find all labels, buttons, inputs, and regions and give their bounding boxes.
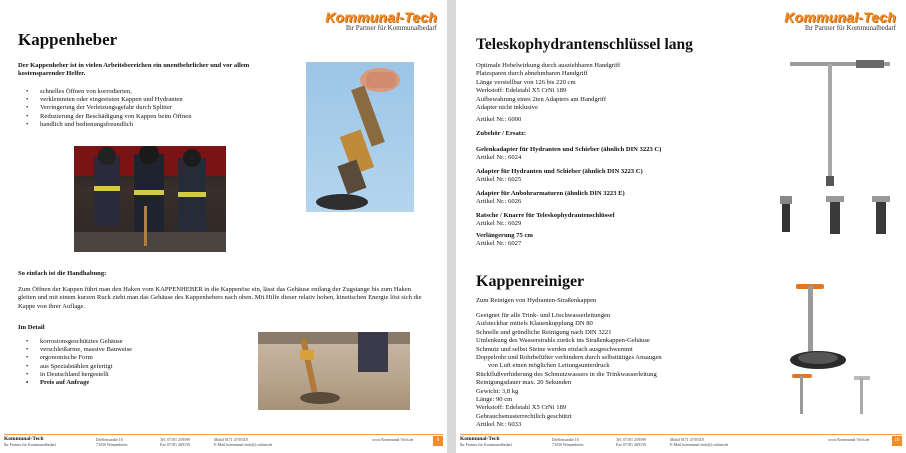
page-title-kappenreiniger: Kappenreiniger [476, 273, 585, 290]
accessory-name: Verlängerung 75 cm [476, 232, 533, 239]
accessory-item [476, 168, 776, 184]
footer-brand-sub: Ihr Partner für Kommunalbedarf [4, 442, 57, 447]
kappenreiniger-description [476, 312, 776, 430]
desc-line: von Luft einen möglichen Leitungsunterdruck [488, 362, 610, 370]
desc-line: Reinigungsdauer max. 20 Sekunden [476, 379, 572, 387]
page-right [456, 0, 906, 453]
page-left [0, 0, 447, 453]
footer-city: 73430 Winnenheim [96, 442, 128, 447]
footer-left [4, 434, 443, 447]
desc-line: Geeignet für alle Trink- und Löschwasserleitungen [476, 312, 611, 319]
accessory-name: Adapter für Hydranten und Schieber (ähnlich DIN 3223 C) [476, 168, 643, 175]
teleskop-description [476, 62, 766, 112]
accessory-item [476, 232, 776, 248]
list-item: • handlich und bedienungsfreundlich [18, 121, 288, 129]
footer-website[interactable]: www.Kommunal-Tech.de [372, 437, 414, 442]
brand-tagline: Ihr Partner für Kommunalbedarf [345, 24, 437, 32]
accessory-item [476, 190, 776, 206]
desc-line: Platzsparen durch abnehmbaren Handgriff [476, 70, 588, 78]
footer-email[interactable]: E-Mail kommunal-tech@t-online.de [670, 442, 729, 447]
desc-line: Artikel Nr.: 6033 [476, 421, 522, 429]
list-item: • verklemmten oder eingeeisten Kappen und Hydranten [18, 96, 288, 104]
main-article-number: Artikel Nr.: 6000 [476, 116, 522, 123]
list-item: • ergonomische Form [18, 354, 218, 362]
list-item: • schnelles Öffnen von korrodierten, [18, 88, 288, 96]
page-number: 9 [433, 436, 443, 446]
desc-line: Rückflußverhiderung des Schmutzwassers in die Trinkwasserleitung [476, 370, 657, 378]
page-title-kappenheber: Kappenheber [18, 30, 118, 49]
footer-email[interactable]: E-Mail kommunal-tech@t-online.de [214, 442, 273, 447]
kappenheber-product-photo [306, 62, 414, 212]
brand-name: Kommunal-Tech [325, 9, 437, 25]
street-usage-photo [258, 332, 410, 410]
desc-line: Werkstoff: Edelstahl X5 CrNi 189 [476, 404, 567, 412]
footer-city: 73430 Winnenheim [552, 442, 584, 447]
page-number: 10 [892, 436, 902, 446]
accessory-name: Ratsche / Knarre für Teleskophydrantenschlüssel [476, 212, 615, 219]
desc-line: Länge verstellbar von 126 bis 220 cm [476, 78, 576, 86]
brand-name: Kommunal-Tech [784, 9, 896, 25]
accessory-article: Artikel Nr.: 6025 [476, 176, 522, 183]
list-item: • Reduzierung der Beschädigung von Kappen beim Öffnen [18, 113, 288, 121]
accessory-article: Artikel Nr.: 6029 [476, 220, 522, 227]
brand-logo [784, 10, 896, 32]
footer-brand-sub: Ihr Partner für Kommunalbedarf [460, 442, 513, 447]
teleskop-key-photo [768, 56, 898, 246]
desc-line: Werkstoff: Edelstahl X5 CrNi 189 [476, 87, 567, 95]
accessory-item [476, 146, 776, 162]
accessory-name: Adapter für Anbohrarmaturen (ähnlich DIN 3223 E) [476, 190, 625, 197]
desc-line: Aufsteckbar mittels Klauenkupplung DN 80 [476, 320, 593, 328]
kappenreiniger-photo [768, 276, 898, 426]
accessory-name: Gelenkadapter für Hydranten und Schieber (ähnlich DIN 3223 C) [476, 146, 662, 153]
desc-line: Optimale Hebelwirkung durch ausziehbaren Handgriff [476, 62, 621, 69]
desc-line: Gewicht: 3,8 kg [476, 387, 519, 395]
list-item: • in Deutschland hergestellt [18, 371, 218, 379]
kappenreiniger-subtitle: Zum Reinigen von Hydranten-Straßenkappen [476, 297, 597, 304]
footer-brand: Kommunal-Tech [460, 436, 500, 442]
accessory-article: Artikel Nr.: 6026 [476, 198, 522, 205]
page-gutter [447, 0, 456, 453]
desc-line: Aufbewahrung eines 2ten Adapters am Handgriff [476, 95, 607, 103]
list-item: • aus Spezialstählen gefertigt [18, 363, 218, 371]
desc-line: Schnelle und gründliche Reinigung nach DIN 3221 [476, 328, 612, 336]
accessories-title: Zubehör / Ersatz: [476, 130, 527, 137]
firefighters-photo [74, 146, 226, 252]
desc-line: Schmutz und selbst Steine werden einfach ausgeschwemmt [476, 345, 633, 353]
footer-phone: Tel. 07181 259599 [616, 437, 647, 442]
desc-line: Adapter nicht inklusive [476, 104, 538, 112]
list-item: • verschleißarme, massive Bauweise [18, 346, 218, 354]
howto-text: Zum Öffnen der Kappen führt man den Haken vom KAPPENHEBER in die Kappenöse ein, lässt das Gehäuse entlang der Zugstange bis zum Haken gleiten und mit einem kurzen Ruck zieht man das Gehäuse des Kappenhebers nach oben. Mit Hilfe dieser relativ hohen, kinetischen Energie löst sich die Kappe von ihrer Auflage. [18, 286, 422, 310]
footer-fax: Fax 07181 469150 [616, 442, 646, 447]
detail-title: Im Detail [18, 324, 45, 331]
footer-mobile: Mobil 0171 4705318 [670, 437, 704, 442]
list-item: • Verringerung der Verletzungsgefahr durch Splitter [18, 104, 288, 112]
accessory-article: Artikel Nr.: 6024 [476, 154, 522, 161]
footer-address: Dieffenstraße 16 [552, 437, 579, 442]
desc-line: Umlenkung des Wasserstrahls zurück ins Straßenkappen-Gehäuse [476, 337, 650, 345]
list-item: • korrosionsgeschütztes Gehäuse [18, 338, 218, 346]
detail-list [18, 338, 218, 387]
accessory-item [476, 212, 776, 228]
desc-line: Doppelrohr und Rohrbelüfter verhindern durch selbsttätiges Ansaugen [476, 354, 662, 362]
page-title-teleskop: Teleskophydrantenschlüssel lang [476, 36, 693, 53]
footer-right [460, 434, 902, 447]
desc-line: Länge: 90 cm [476, 396, 513, 404]
intro-text: Der Kappenheber ist in vielen Arbeitsbereichen ein unentbehrlicher und vor allem kostensparender Helfer. [18, 62, 250, 78]
price-note: • Preis auf Anfrage [18, 379, 218, 387]
footer-website[interactable]: www.Kommunal-Tech.de [828, 437, 870, 442]
brand-tagline: Ihr Partner für Kommunalbedarf [804, 24, 896, 32]
accessory-article: Artikel Nr.: 6027 [476, 240, 522, 247]
footer-fax: Fax 07181 469150 [160, 442, 190, 447]
howto-title: So einfach ist die Handhabung: [18, 270, 107, 277]
footer-mobile: Mobil 0171 4705318 [214, 437, 248, 442]
footer-phone: Tel. 07181 259599 [160, 437, 191, 442]
desc-line: Gebrauchsmusterrechtlich geschützt [476, 412, 572, 420]
footer-brand: Kommunal-Tech [4, 436, 44, 442]
footer-address: Dieffenstraße 16 [96, 437, 123, 442]
feature-list [18, 88, 288, 129]
brand-logo [325, 10, 437, 32]
